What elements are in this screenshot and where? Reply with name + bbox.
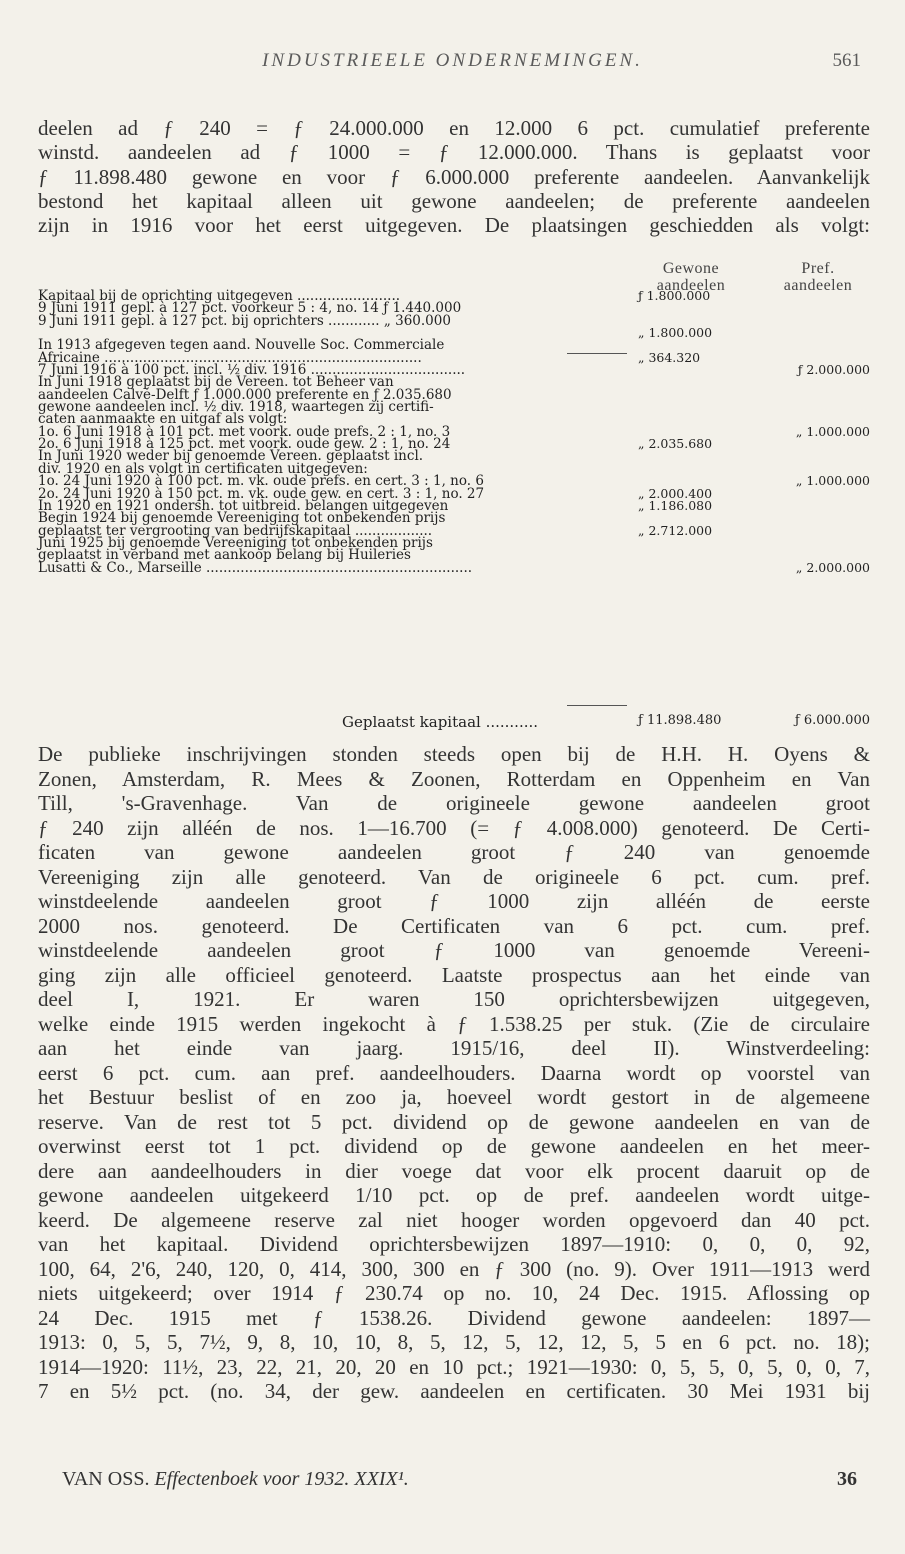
row-description: In 1913 afgegeven tegen aand. Nouvelle Soc. Commerciale <box>38 337 445 354</box>
text-line: keerd. De algemeene reserve zal niet hooger worden opgevoerd dan 40 pct. <box>38 1207 870 1232</box>
row-description: Juni 1925 bij genoemde Vereeniging tot onbekenden prijs <box>38 534 433 551</box>
placements-table <box>38 290 870 574</box>
text-line: 100, 64, 2'6, 240, 120, 0, 414, 300, 300 en ƒ 300 (no. 9). Over 1911—1913 werd <box>38 1256 870 1281</box>
row-description: geplaatst in verband met aankoop belang bij Huileries <box>38 547 411 564</box>
row-description: In 1920 en 1921 ondersh. tot uitbreid. belangen uitgegeven <box>38 497 449 514</box>
column-header-line: aandeelen <box>783 277 853 294</box>
row-description: Lusatti & Co., Marseille .............................................................. <box>38 559 473 576</box>
page-footer <box>62 1468 865 1498</box>
row-description: caten aanmaakte en uitgaf als volgt: <box>38 411 288 428</box>
text-line: welke einde 1915 werden ingekocht à ƒ 1.538.25 per stuk. (Zie de circulaire <box>38 1011 870 1036</box>
row-description: 1o. 6 Juni 1918 à 101 pct. met voork. oude prefs. 2 : 1, no. 3 <box>38 423 451 440</box>
text-line: zijn in 1916 voor het eerst uitgegeven. De plaatsingen geschiedden als volgt: <box>38 213 870 238</box>
text-line: reserve. Van de rest tot 5 pct. dividend op de gewone aandeelen en van de <box>38 1109 870 1134</box>
column-header-line: Gewone <box>662 260 720 277</box>
text-line: deel I, 1921. Er waren 150 oprichtersbewijzen uitgegeven, <box>38 987 870 1011</box>
row-description: gewone aandeelen incl. ½ div. 1918, waartegen zij certifi- <box>38 399 434 416</box>
text-line: Zonen, Amsterdam, R. Mees & Zoonen, Rotterdam en Oppenheim en Van <box>38 766 870 791</box>
text-line: winstdeelende aandeelen groot ƒ 1000 zijn alléén de eerste <box>38 889 870 913</box>
body-paragraph <box>38 742 870 1404</box>
text-line: Till, 's-Gravenhage. Van de origineele gewone aandeelen groot <box>38 791 870 815</box>
row-gewone-value: „ 1.186.080 <box>638 497 713 513</box>
footer-citation <box>62 1468 409 1491</box>
row-description: In Juni 1918 geplaatst bij de Vereen. tot Beheer van <box>38 374 394 391</box>
total-rule <box>567 705 627 706</box>
text-line: 1914—1920: 11½, 23, 22, 21, 20, 20 en 10 pct.; 1921—1930: 0, 5, 5, 0, 5, 0, 0, 7, <box>38 1354 870 1379</box>
text-line: 7 en 5½ pct. (no. 34, der gew. aandeelen en certificaten. 30 Mei 1931 bij <box>38 1379 870 1403</box>
footer-volume: XXIX¹. <box>354 1468 409 1490</box>
row-description: Kapitaal bij de oprichting uitgegeven ........................ <box>38 288 401 304</box>
text-line: van het kapitaal. Dividend oprichtersbewijzen 1897—1910: 0, 0, 0, 92, <box>38 1232 870 1256</box>
total-gewone: ƒ 11.898.480 <box>638 713 722 728</box>
column-header-line: aandeelen <box>656 277 726 294</box>
table-row <box>38 312 870 329</box>
text-line: ƒ 240 zijn alléén de nos. 1—16.700 (= ƒ 4.008.000) genoteerd. De Certi- <box>38 815 870 840</box>
row-description: 2o. 6 Juni 1918 à 125 pct. met voork. oude gew. 2 : 1, no. 24 <box>38 436 451 453</box>
text-line: overwinst eerst tot 1 pct. dividend op de gewone aandeelen en het meer- <box>38 1134 870 1158</box>
subtotal-rule <box>567 353 627 354</box>
row-description: Africaine .......................................................................... <box>38 349 422 366</box>
row-gewone-value: „ 1.800.000 <box>638 325 713 341</box>
text-line: deelen ad ƒ 240 = ƒ 24.000.000 en 12.000 6 pct. cumulatief preferente <box>38 116 870 140</box>
text-line: ƒ 11.898.480 gewone en voor ƒ 6.000.000 preferente aandeelen. Aanvankelijk <box>38 164 870 189</box>
text-line: Vereeniging zijn alle genoteerd. Van de origineele 6 pct. cum. pref. <box>38 864 870 889</box>
text-line: 1913: 0, 5, 5, 7½, 9, 8, 10, 10, 8, 5, 12, 5, 12, 12, 5, 5 en 6 pct. no. 18); <box>38 1330 870 1354</box>
text-line: De publieke inschrijvingen stonden steeds open bij de H.H. H. Oyens & <box>38 742 870 766</box>
text-line: winstdeelende aandeelen groot ƒ 1000 van genoemde Vereeni- <box>38 938 870 962</box>
footer-book-title: Effectenboek voor 1932. <box>154 1468 350 1490</box>
text-line: ging zijn alle officieel genoteerd. Laatste prospectus aan het einde van <box>38 962 870 987</box>
row-description: 9 Juni 1911 gepl. à 127 pct. bij oprichters ............ „ 360.000 <box>38 312 451 329</box>
page-number: 561 <box>832 50 861 71</box>
row-gewone-value: „ 2.000.400 <box>638 485 713 501</box>
row-pref-value: ƒ 2.000.000 <box>797 362 870 378</box>
text-line: dere aan aandeelhouders in dier voege dat voor elk procent daaruit op de <box>38 1158 870 1183</box>
row-description: geplaatst ter vergrooting van bedrijfskapitaal .................. <box>38 522 433 539</box>
row-gewone-value: „ 2.712.000 <box>638 522 713 538</box>
column-header-line: Pref. <box>801 260 835 277</box>
row-description: 2o. 24 Juni 1920 à 150 pct. m. vk. oude gew. en cert. 3 : 1, no. 27 <box>38 485 485 502</box>
text-line: 24 Dec. 1915 met ƒ 1538.26. Dividend gewone aandeelen: 1897— <box>38 1305 870 1330</box>
row-gewone-value: „ 364.320 <box>638 349 701 365</box>
row-description: div. 1920 en als volgt in certificaten uitgegeven: <box>38 460 368 477</box>
total-row <box>38 713 870 735</box>
row-description: 9 Juni 1911 gepl. à 127 pct. voorkeur 5 : 4, no. 14 ƒ 1.440.000 <box>38 300 462 317</box>
text-line: niets uitgekeerd; over 1914 ƒ 230.74 op no. 10, 24 Dec. 1915. Aflossing op <box>38 1281 870 1305</box>
text-line: aan het einde van jaarg. 1915/16, deel II). Winstverdeeling: <box>38 1036 870 1060</box>
footer-signature: 36 <box>837 1468 857 1490</box>
running-header <box>40 50 865 80</box>
column-header-pref <box>766 260 870 294</box>
text-line: gewone aandeelen uitgekeerd 1/10 pct. op de pref. aandeelen wordt uitge- <box>38 1183 870 1207</box>
text-line: het Bestuur beslist of en zoo ja, hoeveel wordt gestort in de algemeene <box>38 1085 870 1109</box>
intro-paragraph <box>38 116 870 237</box>
total-pref: ƒ 6.000.000 <box>794 713 870 728</box>
row-description: In Juni 1920 weder bij genoemde Vereen. geplaatst incl. <box>38 448 424 465</box>
table-row <box>38 559 870 576</box>
text-line: eerst 6 pct. cum. aan pref. aandeelhouders. Daarna wordt op voorstel van <box>38 1060 870 1085</box>
footer-author: VAN OSS. <box>62 1468 150 1490</box>
row-description: 7 Juni 1916 à 100 pct. incl. ½ div. 1916 .................................... <box>38 362 466 379</box>
text-line: ficaten van gewone aandeelen groot ƒ 240 van genoemde <box>38 840 870 864</box>
row-description: 1o. 24 Juni 1920 à 100 pct. m. vk. oude prefs. en cert. 3 : 1, no. 6 <box>38 473 484 490</box>
text-line: winstd. aandeelen ad ƒ 1000 = ƒ 12.000.000. Thans is geplaatst voor <box>38 140 870 165</box>
total-label: Geplaatst kapitaal ........... <box>342 713 539 731</box>
row-pref-value: „ 1.000.000 <box>795 473 870 489</box>
row-gewone-value: ƒ 1.800.000 <box>638 288 711 303</box>
text-line: bestond het kapitaal alleen uit gewone aandeelen; de preferente aandeelen <box>38 188 870 213</box>
row-description: Begin 1924 bij genoemde Vereeniging tot onbekenden prijs <box>38 510 446 527</box>
header-title: INDUSTRIEELE ONDERNEMINGEN. <box>262 50 643 71</box>
row-pref-value: „ 1.000.000 <box>795 423 870 439</box>
row-pref-value: „ 2.000.000 <box>795 559 870 575</box>
row-gewone-value: „ 2.035.680 <box>638 436 713 452</box>
row-description: aandeelen Calvé-Delft ƒ 1.000.000 preferente en ƒ 2.035.680 <box>38 386 452 403</box>
text-line: 2000 nos. genoteerd. De Certificaten van 6 pct. cum. pref. <box>38 913 870 938</box>
